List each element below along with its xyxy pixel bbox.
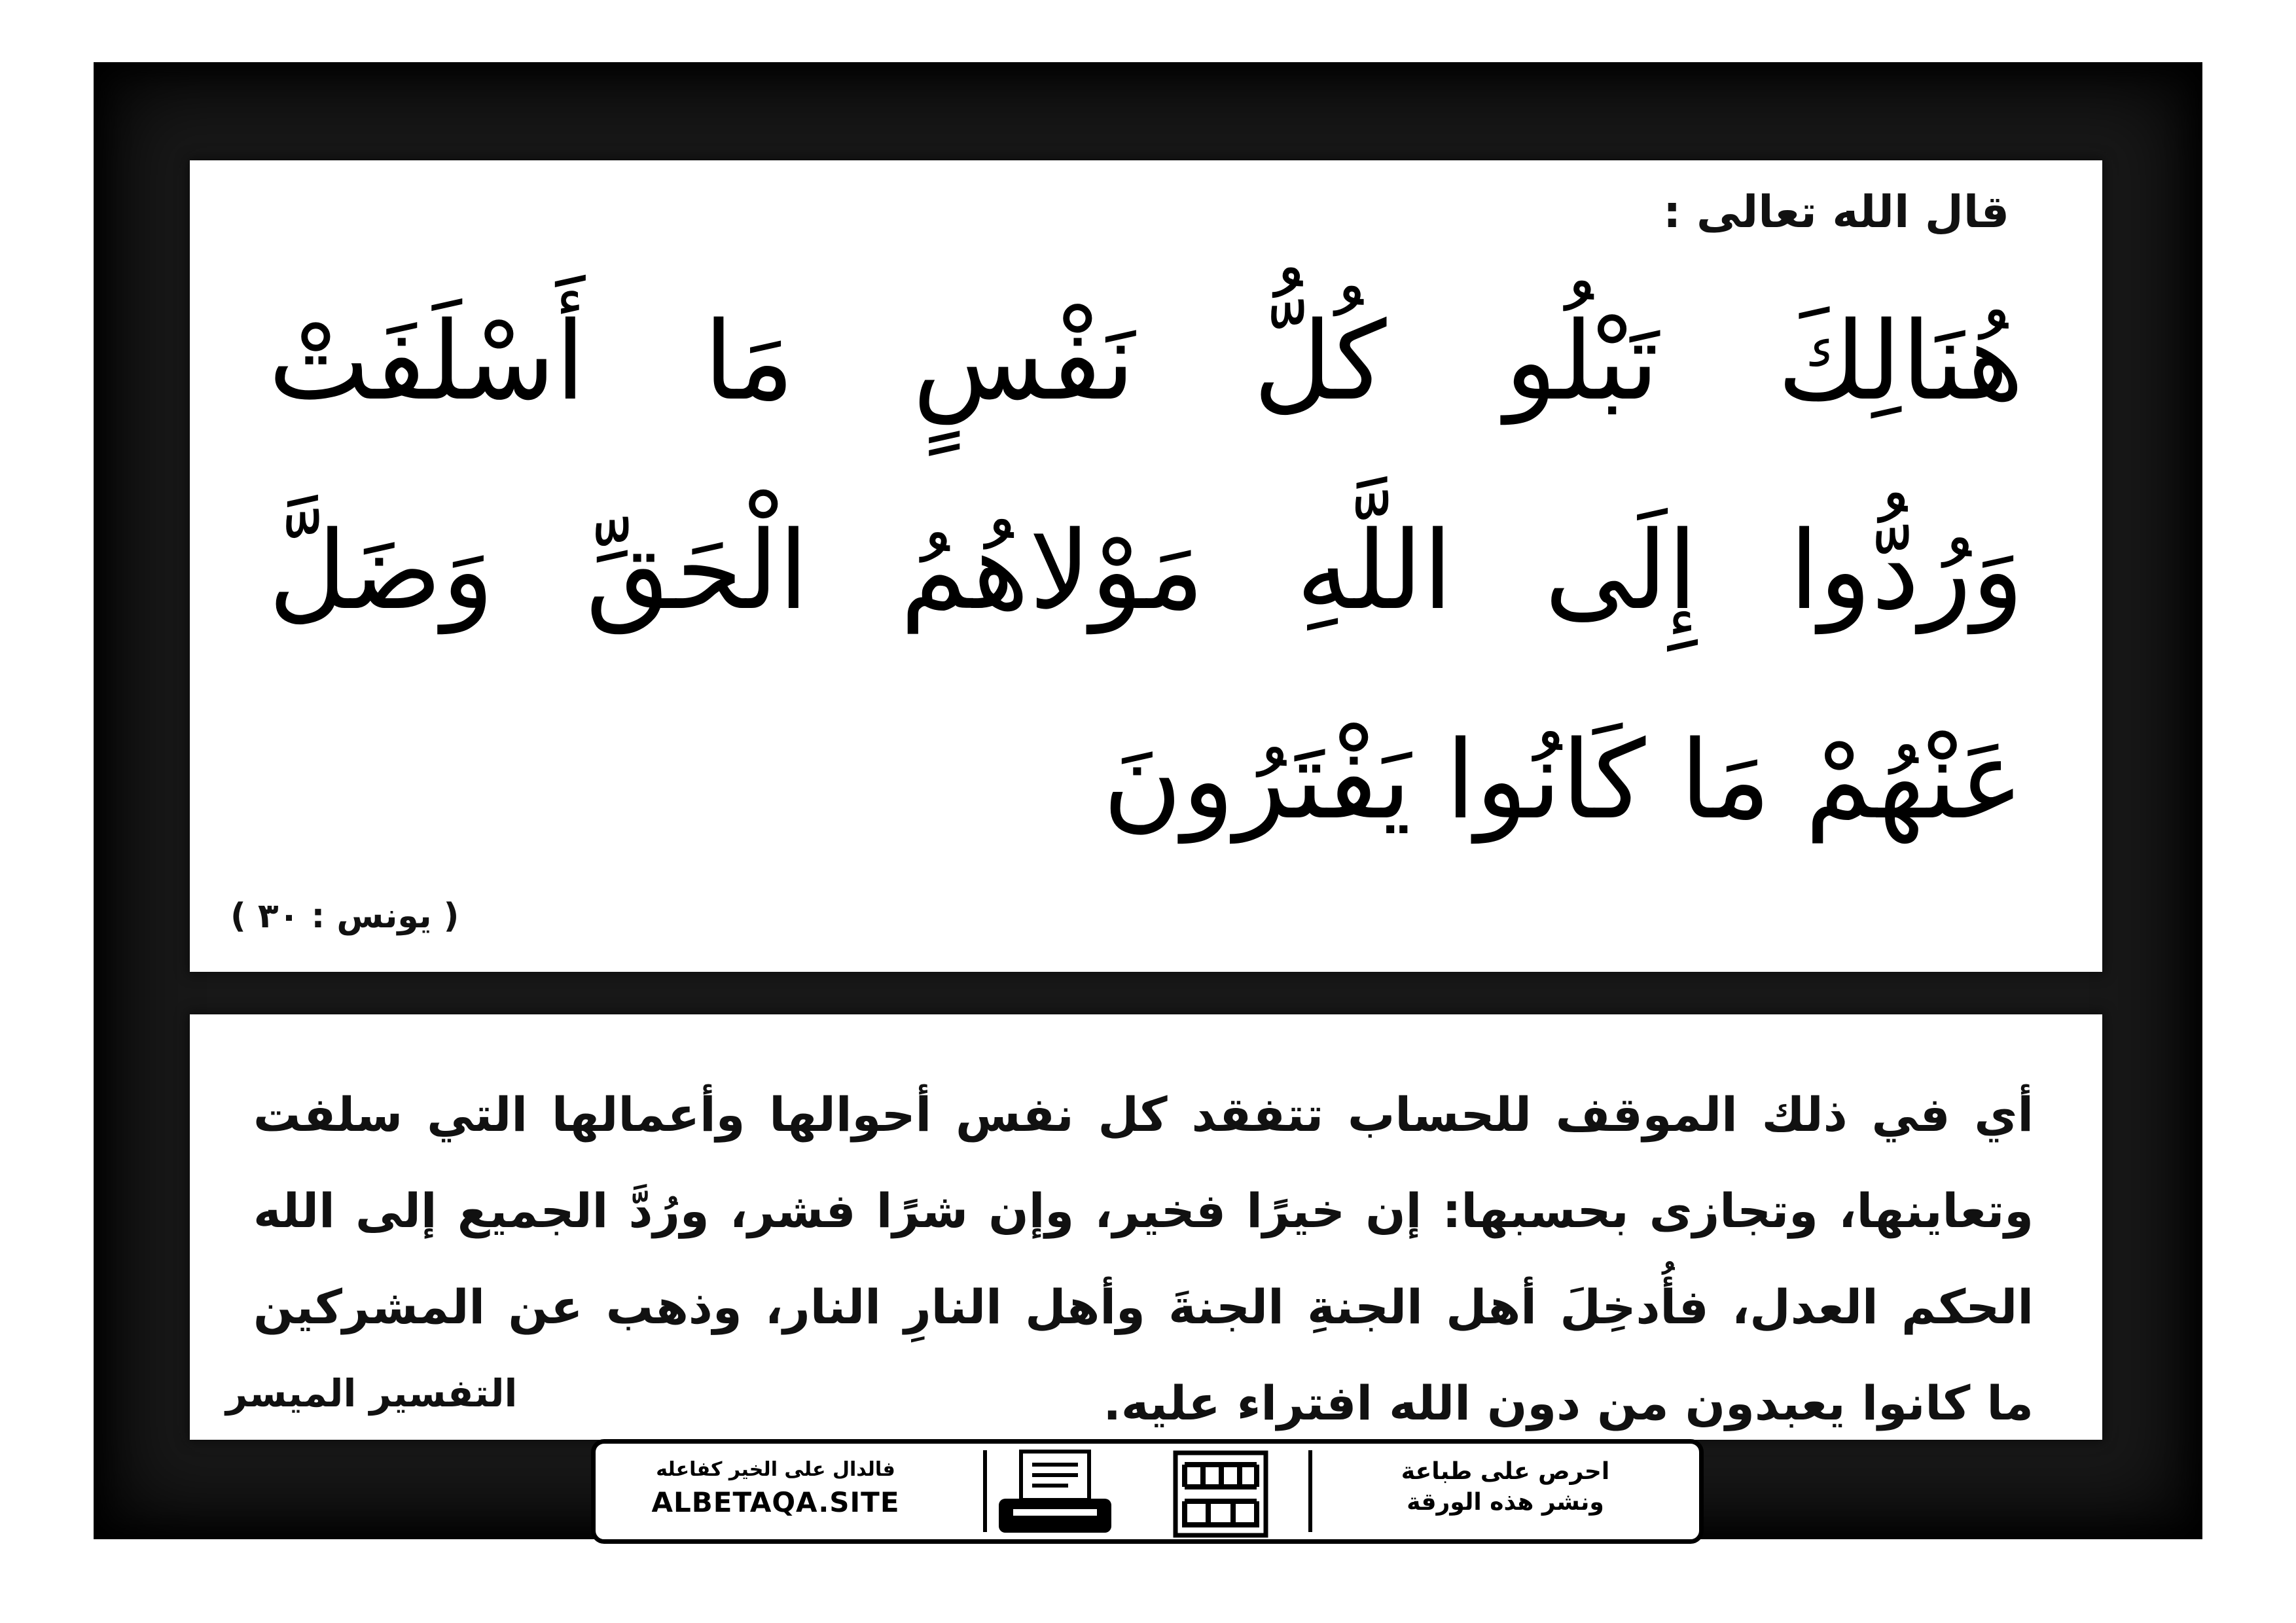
site-tagline: فالدال على الخير كفاعله bbox=[656, 1458, 895, 1481]
tafsir-source: التفسير الميسر bbox=[226, 1371, 518, 1416]
verse-line-2: وَرُدُّوا إِلَى اللَّهِ مَوْلاهُمُ الْحَقِّ وَضَلَّ bbox=[268, 508, 2024, 633]
tafsir-text bbox=[253, 1067, 2034, 1452]
printer-icon bbox=[996, 1449, 1114, 1541]
verse-line-3: عَنْهُمْ مَا كَانُوا يَفْتَرُونَ bbox=[1102, 717, 2024, 843]
footer-banner bbox=[591, 1439, 1704, 1544]
tafsir-line-2: وتعاينها، وتجازى بحسبها: إن خيرًا فخير، وإن شرًا فشر، ورُدَّ الجميع إلى الله bbox=[253, 1183, 2034, 1238]
footer-divider bbox=[1308, 1450, 1312, 1532]
tafsir-line-4: ما كانوا يعبدون من دون الله افتراء عليه. bbox=[1103, 1376, 2034, 1431]
verse-citation: ( يونس : ٣٠ ) bbox=[230, 897, 459, 936]
verse-intro: قال الله تعالى : bbox=[1663, 187, 2009, 238]
verse-line-1: هُنَالِكَ تَبْلُو كُلُّ نَفْسٍ مَا أَسْلَفَتْ bbox=[268, 298, 2024, 424]
reminder-line-2: ونشر هذه الورقة bbox=[1407, 1489, 1604, 1516]
verse-panel bbox=[190, 160, 2102, 972]
tafsir-line-3: الحكم العدل، فأُدخِلَ أهل الجنةِ الجنةَ وأهل النارِ النار، وذهب عن المشركين bbox=[253, 1279, 2034, 1334]
logo-icon bbox=[1172, 1449, 1270, 1539]
site-url-link[interactable]: ALBETAQA.SITE bbox=[651, 1486, 900, 1518]
site-block bbox=[622, 1458, 929, 1518]
reminder-line-1: احرص على طباعة bbox=[1401, 1458, 1610, 1485]
footer-divider bbox=[983, 1450, 987, 1532]
tafsir-panel bbox=[190, 1014, 2102, 1440]
reminder-block bbox=[1335, 1458, 1676, 1516]
tafsir-line-1: أي في ذلك الموقف للحساب تتفقد كل نفس أحوالها وأعمالها التي سلفت bbox=[253, 1087, 2034, 1142]
